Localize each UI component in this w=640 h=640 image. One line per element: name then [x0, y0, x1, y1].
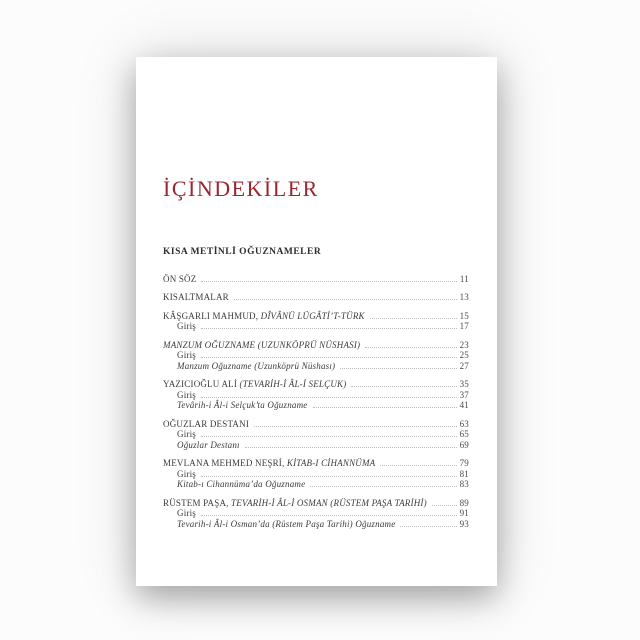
entry-text: [177, 469, 196, 480]
toc-entry: [163, 311, 469, 322]
toc-list: [163, 274, 469, 530]
entry-page-number: 93: [459, 518, 469, 529]
book-page: [136, 57, 497, 586]
entry-page-number: 35: [459, 379, 469, 389]
entry-text: [177, 508, 196, 519]
entry-page-number: 91: [459, 508, 469, 518]
entry-page-number: 81: [459, 468, 469, 479]
entry-text-part: OĞUZLAR DESTANI: [163, 418, 250, 429]
toc-entry: [163, 419, 469, 430]
entry-page-number: 13: [459, 292, 469, 302]
entry-page-number: 25: [459, 350, 469, 360]
entry-text-part: RÜSTEM PAŞA,: [163, 497, 232, 508]
entry-text-part: MEVLANA MEHMED NEŞRİ,: [163, 458, 287, 468]
entry-text: [177, 479, 305, 490]
toc-entry: [163, 292, 469, 303]
toc-entry: [163, 458, 469, 469]
entry-text: [163, 498, 427, 509]
toc-group: [163, 379, 469, 411]
toc-group: [163, 419, 469, 451]
entry-text: [177, 429, 196, 440]
dotted-leader: [201, 476, 457, 477]
entry-page-number: 17: [459, 321, 469, 331]
entry-page-number: 79: [459, 458, 469, 468]
entry-text-part: YAZICIOĞLU ALİ: [163, 379, 240, 389]
entry-text: [177, 350, 196, 361]
toc-entry: [163, 429, 469, 440]
dotted-leader: [340, 368, 456, 369]
toc-entry: [163, 274, 469, 285]
entry-page-number: 27: [459, 360, 469, 371]
page-title: İÇİNDEKİLER: [163, 176, 319, 201]
toc-entry: [163, 361, 469, 372]
entry-text: [163, 419, 249, 430]
toc-entry: [163, 390, 469, 401]
entry-text: [163, 311, 365, 322]
entry-text: [177, 519, 395, 530]
entry-text: [177, 321, 196, 332]
dotted-leader: [370, 318, 457, 319]
dotted-leader: [313, 407, 457, 408]
entry-text-part: KİTAB-I CİHANNÜMA: [286, 458, 376, 468]
toc-group: [163, 292, 469, 303]
entry-text-part: Oğuzlar Destanı: [177, 439, 240, 450]
toc-group: [163, 498, 469, 530]
toc-entry: [163, 400, 469, 411]
toc-entry: [163, 469, 469, 480]
toc-entry: [163, 519, 469, 530]
entry-text-part: Tevârih-i Âl-i Selçuk’ta Oğuzname: [177, 400, 308, 410]
dotted-leader: [201, 397, 457, 398]
entry-text-part: KISALTMALAR: [163, 292, 229, 302]
entry-page-number: 69: [459, 439, 469, 450]
entry-text: [163, 274, 196, 285]
dotted-leader: [380, 465, 456, 466]
toc-group: [163, 340, 469, 372]
entry-text: [163, 292, 229, 303]
dotted-leader: [201, 281, 456, 282]
dotted-leader: [201, 357, 457, 358]
entry-page-number: 63: [459, 418, 469, 429]
entry-page-number: 89: [459, 497, 469, 508]
dotted-leader: [201, 436, 457, 437]
toc-entry: [163, 321, 469, 332]
entry-text-part: Giriş: [177, 350, 196, 360]
toc-group: [163, 274, 469, 285]
entry-text-part: Giriş: [177, 389, 196, 400]
entry-text-part: Giriş: [177, 468, 196, 479]
entry-text: [177, 400, 308, 411]
entry-text: [163, 458, 375, 469]
entry-text-part: Manzum Oğuzname (Uzunköprü Nüshası): [177, 360, 336, 371]
entry-page-number: 11: [459, 273, 469, 284]
toc-group: [163, 311, 469, 332]
toc-entry: [163, 379, 469, 390]
entry-page-number: 41: [459, 400, 469, 410]
dotted-leader: [310, 486, 456, 487]
dotted-leader: [201, 328, 457, 329]
toc-entry: [163, 508, 469, 519]
entry-page-number: 65: [459, 429, 469, 439]
toc-entry: [163, 479, 469, 490]
entry-page-number: 37: [459, 389, 469, 400]
entry-page-number: 83: [459, 479, 469, 489]
entry-text: [177, 390, 196, 401]
entry-text: [177, 361, 335, 372]
toc-group: [163, 458, 469, 490]
entry-text-part: Kitab-ı Cihannüma’da Oğuzname: [177, 479, 306, 489]
entry-page-number: 15: [459, 310, 469, 321]
dotted-leader: [365, 347, 456, 348]
dotted-leader: [201, 515, 457, 516]
entry-text-part: Tevarih-i Âl-i Osman’da (Rüstem Paşa Tarihi) Oğuzname: [177, 518, 396, 529]
entry-text-part: ÖN SÖZ: [163, 273, 197, 284]
dotted-leader: [254, 426, 457, 427]
entry-text-part: KÂŞGARLI MAHMUD,: [163, 310, 261, 321]
toc-entry: [163, 498, 469, 509]
section-header: KISA METİNLİ OĞUZNAMELER: [163, 246, 322, 257]
entry-page-number: 23: [459, 339, 469, 350]
entry-text-part: (TEVARİH-İ ÂL-İ SELÇUK): [239, 379, 347, 389]
entry-text: [177, 440, 240, 451]
dotted-leader: [432, 505, 457, 506]
entry-text-part: Giriş: [177, 508, 196, 518]
entry-text: [163, 340, 360, 351]
toc-entry: [163, 350, 469, 361]
entry-text-part: DÎVÂNÜ LÜGÂTİ’T-TÜRK: [260, 310, 365, 321]
entry-text: [163, 379, 346, 390]
toc-entry: [163, 440, 469, 451]
toc-entry: [163, 340, 469, 351]
dotted-leader: [400, 526, 456, 527]
dotted-leader: [351, 386, 456, 387]
entry-text-part: TEVARİH-İ ÂL-İ OSMAN (RÜSTEM PAŞA TARİHİ): [231, 497, 427, 508]
dotted-leader: [245, 447, 457, 448]
dotted-leader: [234, 299, 457, 300]
entry-text-part: Giriş: [177, 429, 196, 439]
entry-text-part: MANZUM OĞUZNAME (UZUNKÖPRÜ NÜSHASI): [163, 339, 361, 350]
entry-text-part: Giriş: [177, 321, 196, 331]
